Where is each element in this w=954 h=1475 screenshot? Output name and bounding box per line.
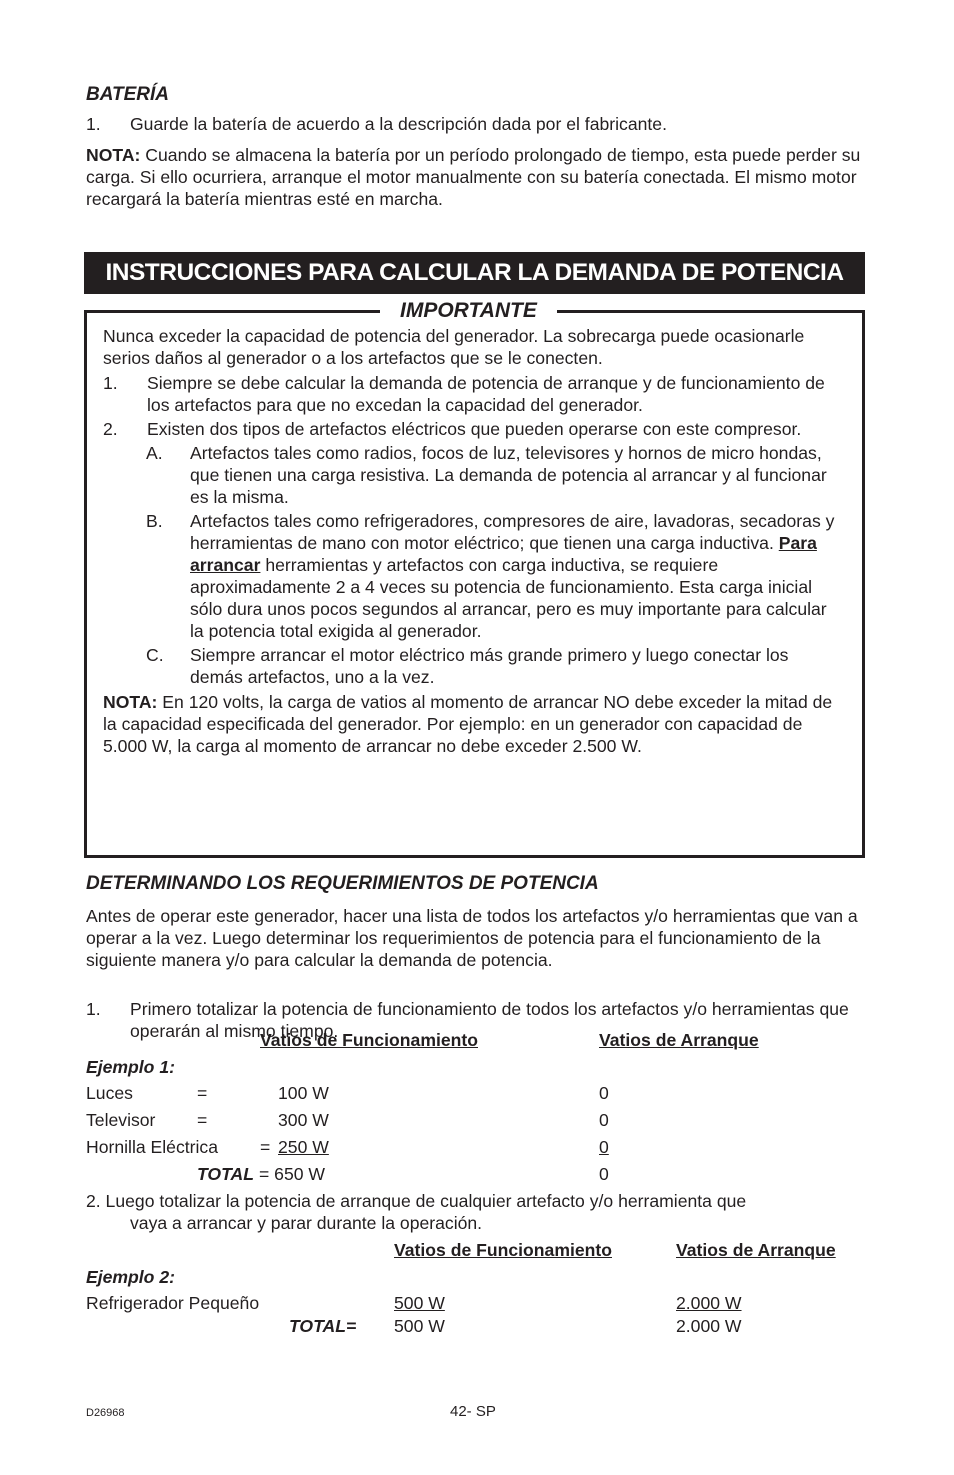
battery-item-number: 1. bbox=[86, 114, 101, 134]
example1-header-running: Vatios de Funcionamiento bbox=[260, 1030, 478, 1050]
important-item-1-text: Siempre se debe calcular la demanda de potencia de arranque y de funcionamiento de los artefactos para que no excedan la capacidad del generador. bbox=[147, 373, 825, 415]
important-item-2 bbox=[103, 418, 843, 440]
battery-note bbox=[86, 144, 868, 210]
important-item-1-number: 1. bbox=[103, 373, 118, 393]
example1-row-1-starting: 0 bbox=[599, 1083, 609, 1103]
section-banner: INSTRUCCIONES PARA CALCULAR LA DEMANDA DE POTENCIA bbox=[84, 252, 865, 294]
important-sub-b-emphasis: Para arrancar bbox=[190, 533, 817, 575]
example1-header-starting: Vatios de Arranque bbox=[599, 1030, 759, 1050]
example1-row-2-eq: = bbox=[197, 1110, 208, 1130]
footer-doc-id: D26968 bbox=[86, 1407, 125, 1419]
important-sub-b bbox=[103, 510, 843, 642]
example1-row-3-starting: 0 bbox=[599, 1137, 609, 1157]
important-note-label: NOTA: bbox=[103, 692, 158, 712]
example1-row-3-eq: = bbox=[260, 1137, 271, 1157]
important-item-2-text: Existen dos tipos de artefactos eléctricos que pueden operarse con este compresor. bbox=[147, 419, 802, 439]
example2-total-starting: 2.000 W bbox=[676, 1316, 742, 1336]
important-sub-b-text-post: herramientas y artefactos con carga inductiva, se requiere aproximadamente 2 a 4 veces su potencia de funcionamiento. Esta carga inicial sólo dura unos pocos segundos al arrancar, pero es muy importante para calcular la potencia total exigida al generador. bbox=[190, 555, 827, 641]
important-intro: Nunca exceder la capacidad de potencia del generador. La sobrecarga puede ocasionarle serios daños al generador o a los artefactos que se le conecten. bbox=[103, 326, 805, 368]
footer-page-number: 42- SP bbox=[450, 1403, 496, 1420]
example1-total-running: = 650 W bbox=[259, 1164, 326, 1184]
battery-note-text: Cuando se almacena la batería por un período prolongado de tiempo, esta puede perder su carga. Si ello ocurriera, arranque el motor manualmente con su batería conectada. El mismo motor recargará la batería mientras esté en marcha. bbox=[86, 145, 861, 209]
important-sub-c bbox=[103, 644, 843, 688]
determining-intro: Antes de operar este generador, hacer una lista de todos los artefactos y/o herramientas que van a operar a la vez. Luego determinar los requerimientos de potencia para el funcionamiento de la siguiente manera y/o para calcular la demanda de potencia. bbox=[86, 906, 858, 970]
example1-row-2-name: Televisor bbox=[86, 1110, 156, 1130]
example1-row-2-starting: 0 bbox=[599, 1110, 609, 1130]
important-item-1 bbox=[103, 372, 843, 416]
determining-step-2-cont: vaya a arrancar y parar durante la operación. bbox=[130, 1213, 483, 1233]
battery-item-text: Guarde la batería de acuerdo a la descripción dada por el fabricante. bbox=[130, 114, 667, 134]
important-note bbox=[103, 691, 843, 757]
example1-row-2-running: 300 W bbox=[278, 1110, 329, 1130]
example2-total-running: 500 W bbox=[394, 1316, 445, 1336]
example2-header-starting: Vatios de Arranque bbox=[676, 1240, 836, 1260]
example1-row-1-eq: = bbox=[197, 1083, 208, 1103]
important-sub-b-text-pre: Artefactos tales como refrigeradores, compresores de aire, lavadoras, secadoras y herramientas de mano con motor eléctrico; que tienen una carga inductiva. bbox=[190, 511, 835, 553]
example1-row-3-name: Hornilla Eléctrica bbox=[86, 1137, 218, 1157]
example1-total-starting: 0 bbox=[599, 1164, 609, 1184]
important-sub-a-text: Artefactos tales como radios, focos de luz, televisores y hornos de micro hondas, que tienen una carga resistiva. La demanda de potencia al arrancar y al funcionar es la misma. bbox=[190, 443, 827, 507]
example1-row-1-running: 100 W bbox=[278, 1083, 329, 1103]
determining-heading: DETERMINANDO LOS REQUERIMIENTOS DE POTENCIA bbox=[86, 873, 599, 894]
example2-row-running: 500 W bbox=[394, 1293, 445, 1313]
important-content bbox=[103, 325, 843, 757]
battery-item bbox=[86, 113, 910, 135]
important-item-2-number: 2. bbox=[103, 419, 118, 439]
example2-row-starting: 2.000 W bbox=[676, 1293, 742, 1313]
important-note-text: En 120 volts, la carga de vatios al momento de arrancar NO debe exceder la mitad de la capacidad especificada del generador. Por ejemplo: en un generador con capacidad de 5.000 W, la carga al momento de arrancar no debe exceder 2.500 W. bbox=[103, 692, 833, 756]
example2-header-running: Vatios de Funcionamiento bbox=[394, 1240, 612, 1260]
important-sub-a-letter: A. bbox=[146, 443, 163, 463]
example1-total-label: TOTAL bbox=[197, 1164, 255, 1184]
determining-step-1-text: Primero totalizar la potencia de funcionamiento de todos los artefactos y/o herramientas que operarán al mismo tiempo. bbox=[130, 999, 849, 1041]
example2-row-name: Refrigerador Pequeño bbox=[86, 1293, 260, 1313]
example2-label: Ejemplo 2: bbox=[86, 1267, 175, 1287]
determining-step-2: 2. Luego totalizar la potencia de arranque de cualquier artefacto y/o herramienta que bbox=[86, 1191, 747, 1211]
important-sub-a bbox=[103, 442, 843, 508]
example2-total-label: TOTAL= bbox=[289, 1316, 357, 1336]
important-sub-b-letter: B. bbox=[146, 511, 163, 531]
important-title: IMPORTANTE bbox=[380, 298, 557, 324]
example1-row-1-name: Luces bbox=[86, 1083, 133, 1103]
example1-label: Ejemplo 1: bbox=[86, 1057, 175, 1077]
important-sub-c-letter: C. bbox=[146, 645, 164, 665]
battery-heading: BATERÍA bbox=[86, 84, 170, 105]
battery-note-label: NOTA: bbox=[86, 145, 141, 165]
example1-row-3-running: 250 W bbox=[278, 1137, 329, 1157]
determining-step-1-number: 1. bbox=[86, 999, 101, 1019]
important-sub-c-text: Siempre arrancar el motor eléctrico más grande primero y luego conectar los demás artefactos, uno a la vez. bbox=[190, 645, 789, 687]
